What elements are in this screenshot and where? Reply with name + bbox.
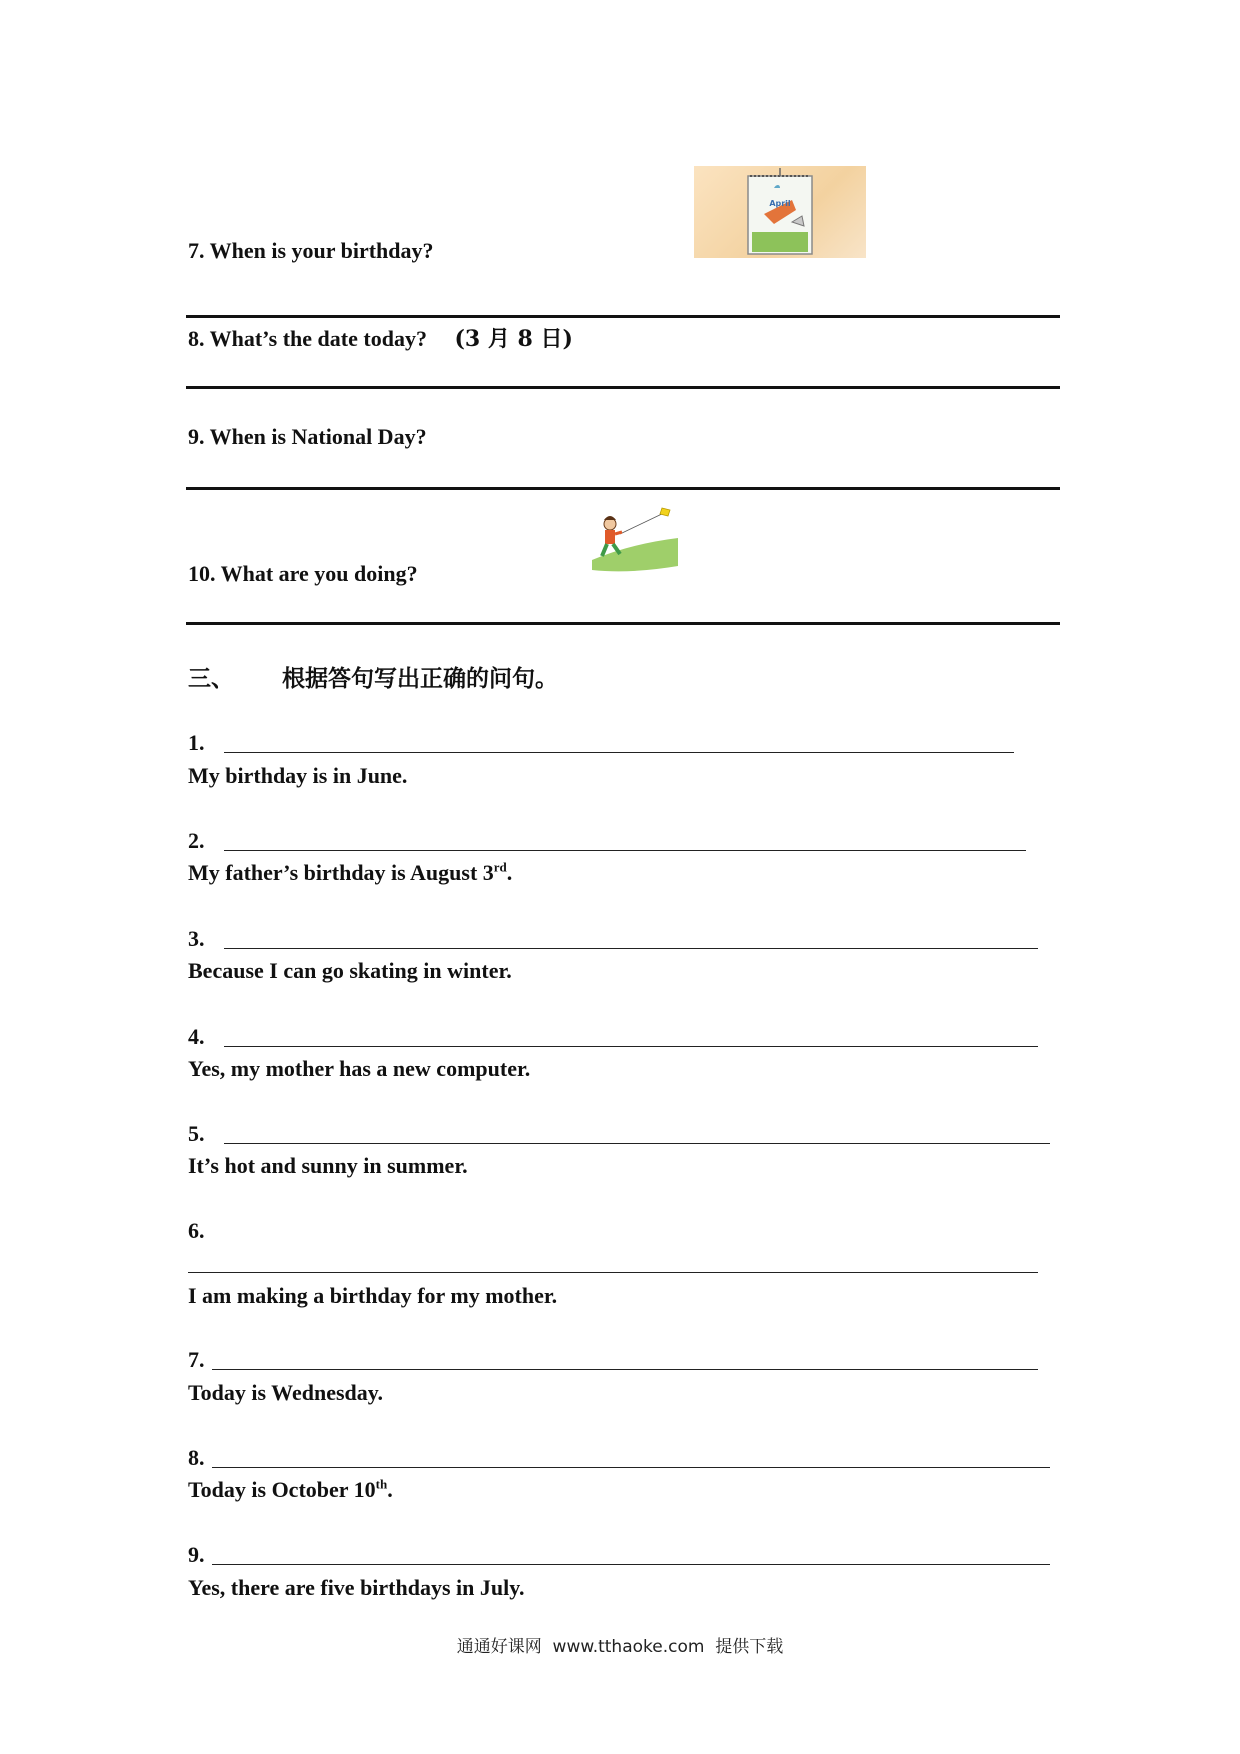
item-3-answer: Because I can go skating in winter.	[188, 958, 512, 983]
question-8	[188, 322, 573, 353]
section-3-number: 三、	[188, 666, 234, 692]
item-3-blank[interactable]	[224, 948, 1038, 949]
answer-line-10	[186, 622, 1060, 625]
item-2-blank[interactable]	[224, 850, 1026, 851]
item-6-number: 6.	[188, 1218, 205, 1243]
item-5-number: 5.	[188, 1121, 205, 1146]
section-3-heading	[188, 660, 558, 693]
section-3-instruction: 根据答句写出正确的问句。	[282, 666, 559, 692]
item-7-blank[interactable]	[212, 1369, 1038, 1370]
question-7: 7. When is your birthday?	[188, 238, 434, 263]
item-6-blank[interactable]	[188, 1272, 1038, 1273]
answer-line-8	[186, 386, 1060, 389]
item-1-answer: My birthday is in June.	[188, 763, 408, 788]
item-9-blank[interactable]	[212, 1564, 1050, 1565]
item-8-number: 8.	[188, 1445, 205, 1470]
item-4-number: 4.	[188, 1024, 205, 1049]
kite-child-illustration	[590, 504, 680, 574]
question-9: 9. When is National Day?	[188, 424, 427, 449]
item-7-answer: Today is Wednesday.	[188, 1380, 384, 1405]
item-4-blank[interactable]	[224, 1046, 1038, 1047]
item-5-blank[interactable]	[224, 1143, 1050, 1144]
item-4-answer: Yes, my mother has a new computer.	[188, 1056, 531, 1081]
item-1-number: 1.	[188, 730, 205, 755]
item-6-answer: I am making a birthday for my mother.	[188, 1283, 558, 1308]
item-3-number: 3.	[188, 926, 205, 951]
question-10: 10. What are you doing?	[188, 561, 418, 586]
item-7-number: 7.	[188, 1347, 205, 1372]
item-9-number: 9.	[188, 1542, 205, 1567]
question-8-label: 8. What’s the date today?	[188, 326, 427, 351]
svg-text:April: April	[769, 199, 791, 208]
item-1-blank[interactable]	[224, 752, 1014, 753]
item-8-blank[interactable]	[212, 1467, 1050, 1468]
item-8-answer: Today is October 10th.	[188, 1476, 393, 1502]
item-2-number: 2.	[188, 828, 205, 853]
item-9-answer: Yes, there are five birthdays in July.	[188, 1575, 525, 1600]
item-2-answer: My father’s birthday is August 3rd.	[188, 859, 513, 885]
answer-line-9	[186, 487, 1060, 490]
answer-line-7	[186, 315, 1060, 318]
calendar-illustration	[694, 166, 866, 258]
question-8-hint: (3 月 8 日)	[454, 326, 573, 352]
item-5-answer: It’s hot and sunny in summer.	[188, 1153, 468, 1178]
footer-source: 通通好课网 www.tthaoke.com 提供下载	[456, 1637, 784, 1657]
